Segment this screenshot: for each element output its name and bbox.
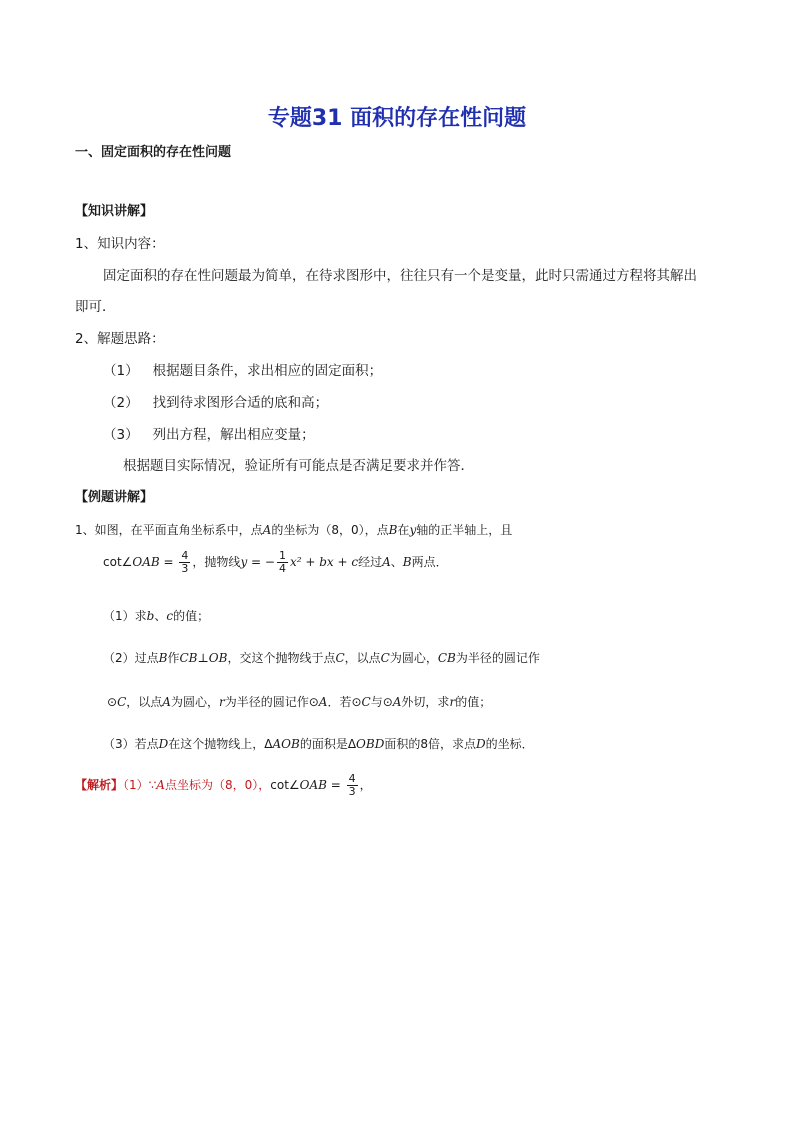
question-2-line2: ⊙C，以点A为圆心，r为半径的圆记作⊙A．若⊙C与⊙A外切，求r的值； (107, 695, 492, 709)
question-2-line1: （2）过点B作CB⊥OB，交这个抛物线于点C，以点C为圆心，CB为半径的圆记作 (103, 651, 540, 665)
section-heading: 一、固定面积的存在性问题 (75, 145, 232, 160)
fraction: $\frac{1}{4}$ (278, 549, 286, 575)
knowledge-paragraph-line2: 即可． (75, 299, 116, 315)
question-3: （3）若点D在这个抛物线上，ΔAOB的面积是ΔOBD面积的8倍，求点D的坐标． (103, 737, 534, 751)
step-text: 列出方程，解出相应变量； (152, 427, 315, 443)
page-title: 专题31 面积的存在性问题 (267, 106, 527, 131)
problem-statement-line1: 1、如图，在平面直角坐标系中，点A的坐标为（8，0），点B在y轴的正半轴上，且 (75, 523, 513, 537)
fraction: $\frac{4}{3}$ (348, 772, 356, 798)
step-text: 根据题目条件，求出相应的固定面积； (152, 363, 383, 379)
knowledge-item-1-heading: 1、知识内容： (75, 236, 165, 252)
problem-statement-line2: cot∠OAB = $\frac{4}{3}$ ，抛物线y = − $\frac{1}{4}$ x² + bx + c经过A、B两点． (103, 549, 448, 575)
knowledge-paragraph-line1: 固定面积的存在性问题最为简单，在待求图形中，往往只有一个是变量，此时只需通过方程将其解出 (103, 268, 697, 284)
step-conclusion: 根据题目实际情况，验证所有可能点是否满足要求并作答． (123, 458, 474, 474)
step-number: （3） (103, 427, 139, 443)
step-number: （1） (103, 363, 139, 379)
knowledge-header: 【知识讲解】 (75, 204, 154, 219)
example-header: 【例题讲解】 (75, 490, 154, 505)
step-text: 找到待求图形合适的底和高； (152, 395, 329, 411)
fraction: $\frac{4}{3}$ (181, 549, 189, 575)
analysis-label: 【解析】 (75, 778, 124, 792)
step-item (103, 391, 328, 411)
step-item (103, 359, 382, 379)
knowledge-item-2-heading: 2、解题思路： (75, 331, 165, 347)
step-item (103, 423, 315, 443)
analysis-line: 【解析】（1）∵A点坐标为（8，0），cot∠OAB = $\frac{4}{3}$ ， (75, 772, 372, 798)
question-1: （1）求b、c的值； (103, 609, 210, 623)
step-number: （2） (103, 395, 139, 411)
